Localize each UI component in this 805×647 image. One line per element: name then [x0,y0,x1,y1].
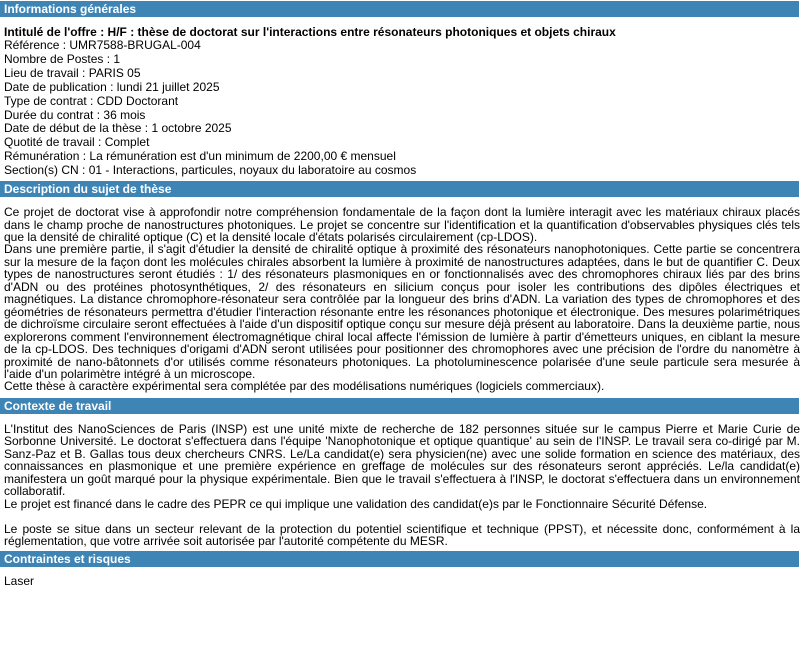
field-value: PARIS 05 [88,65,141,80]
field-date-debut [4,122,800,136]
field-label: Section(s) CN : [4,163,89,178]
field-value: 1 octobre 2025 [151,121,232,136]
field-section-cn [4,164,800,178]
offer-title [4,25,800,39]
paragraph-spacer [4,510,800,523]
field-value: 01 - Interactions, particules, noyaux du laboratoire au cosmos [88,163,417,178]
description-paragraph: Ce projet de doctorat vise à approfondir notre compréhension fondamentale de la façon dont la lumière interagit avec les matériaux chiraux placés dans le champ proche de nanostructures photoniques. Le projet se concentre sur l'identification et la quantification d'observables physiques clés tels que la densité de chiralité optique (C) et la densité locale d'états polarisés circulairement (cp-LDOS). [4,205,800,244]
job-offer-page [4,0,800,589]
field-label: Référence : [4,38,70,52]
constraints-text: Laser [4,574,35,589]
field-type-contrat [4,95,800,109]
section-header-context: Contexte de travail [0,398,799,414]
field-value: Complet [104,135,150,150]
field-value: 36 mois [103,107,146,122]
field-value: La rémunération est d'un minimum de 2200,00 € mensuel [89,149,396,164]
field-postes [4,53,800,67]
field-label: Date de début de la thèse : [4,121,152,136]
context-paragraph: Le projet est financé dans le cadre des PEPR ce qui implique une validation des candidat(e)s par le Fonctionnaire Sécurité Défense. [4,496,708,511]
description-paragraph: Dans une première partie, il s'agit d'étudier la densité de chiralité optique à proximité des résonateurs nanophotoniques. Cette partie se concentrera sur la mesure de la façon dont les molécules chirales absorbent la lumière à proximité de nanostructures adaptées, dans le but de quantifier C. Deux types de nanostructures seront étudiés : 1/ des résonateurs plasmoniques en or fonctionnalisés avec des chromophores chiraux liés par des brins d'ADN ou des protéines photosynthétiques, 2/ des résonateurs en silicium conçus pour isoler les contributions des dipôles électriques et magnétiques. La distance chromophore-résonateur sera contrôlée par la longueur des brins d'ADN. La variation des types de chromophores et des géométries de résonateurs permettra d'étudier l'interaction résonante entre les résonances photonique et électronique. Des mesures polarimétriques de dichroïsme circulaire seront effectuées à l'aide d'un dispositif optique conçu sur mesure déjà présent au laboratoire. Dans la deuxième partie, nous explorerons comment l'environnement électromagnétique chiral local affecte l'émission de lumière à partir d'émetteurs uniques, en ciblant la mesure de la cp-LDOS. Des techniques d'origami d'ADN seront utilisées pour positionner des chromophores avec une précision de l'ordre du nanomètre à proximité de nano-bâtonnets d'or utilisés comme résonateurs photoniques. La photoluminescence polarisée d'une seule particule sera mesurée à l'aide d'un polarimètre intégré à un microscope. [4,242,800,381]
description-body [4,206,800,393]
field-value: CDD Doctorant [96,93,179,108]
offer-title-label: Intitulé de l'offre : [4,25,108,39]
field-quotite [4,136,800,150]
field-duree [4,109,800,123]
field-label: Type de contrat : [4,93,97,108]
field-label: Lieu de travail : [4,65,89,80]
field-value: lundi 21 juillet 2025 [116,79,220,94]
offer-title-value: H/F : thèse de doctorat sur l'interactions entre résonateurs photoniques et objets chiraux [107,25,616,39]
context-paragraph: Le poste se situe dans un secteur relevant de la protection du potentiel scientifique et technique (PPST), et nécessite donc, conformément à la réglementation, que votre arrivée soit autorisée par l'autorité compétente du MESR. [4,521,800,548]
general-fields [4,39,800,178]
field-lieu [4,67,800,81]
section-header-general: Informations générales [0,1,799,17]
field-label: Quotité de travail : [4,135,105,150]
field-label: Rémunération : [4,149,90,164]
field-date-publication [4,81,800,95]
field-value: UMR7588-BRUGAL-004 [69,38,201,52]
context-body [4,423,800,548]
field-remuneration [4,150,800,164]
field-value: 1 [113,51,121,66]
field-label: Date de publication : [4,79,117,94]
context-paragraph: L'Institut des NanoSciences de Paris (INSP) est une unité mixte de recherche de 182 personnes située sur le campus Pierre et Marie Curie de Sorbonne Université. Le doctorat s'effectuera dans l'équipe 'Nanophotonique et optique quantique' au sein de l'INSP. Le travail sera co-dirigé par M. Sanz-Paz et B. Gallas tous deux chercheurs CNRS. Le/La candidat(e) sera physicien(ne) avec une solide formation en science des matériaux, des connaissances en plasmonique et une première expérience en greffage de molécules sur des résonateurs seront appréciés. Le/la candidat(e) manifestera un goût marqué pour la physique expérimentale. Bien que le travail s'effectuera à l'INSP, le doctorat s'effectuera dans un environnement collaboratif. [4,421,800,499]
description-paragraph: Cette thèse à caractère expérimental sera complétée par des modélisations numériques (logiciels commerciaux). [4,379,605,394]
field-reference [4,39,800,53]
section-header-constraints: Contraintes et risques [0,551,799,567]
field-label: Nombre de Postes : [4,51,114,66]
field-label: Durée du contrat : [4,107,104,122]
section-header-description: Description du sujet de thèse [0,181,799,197]
